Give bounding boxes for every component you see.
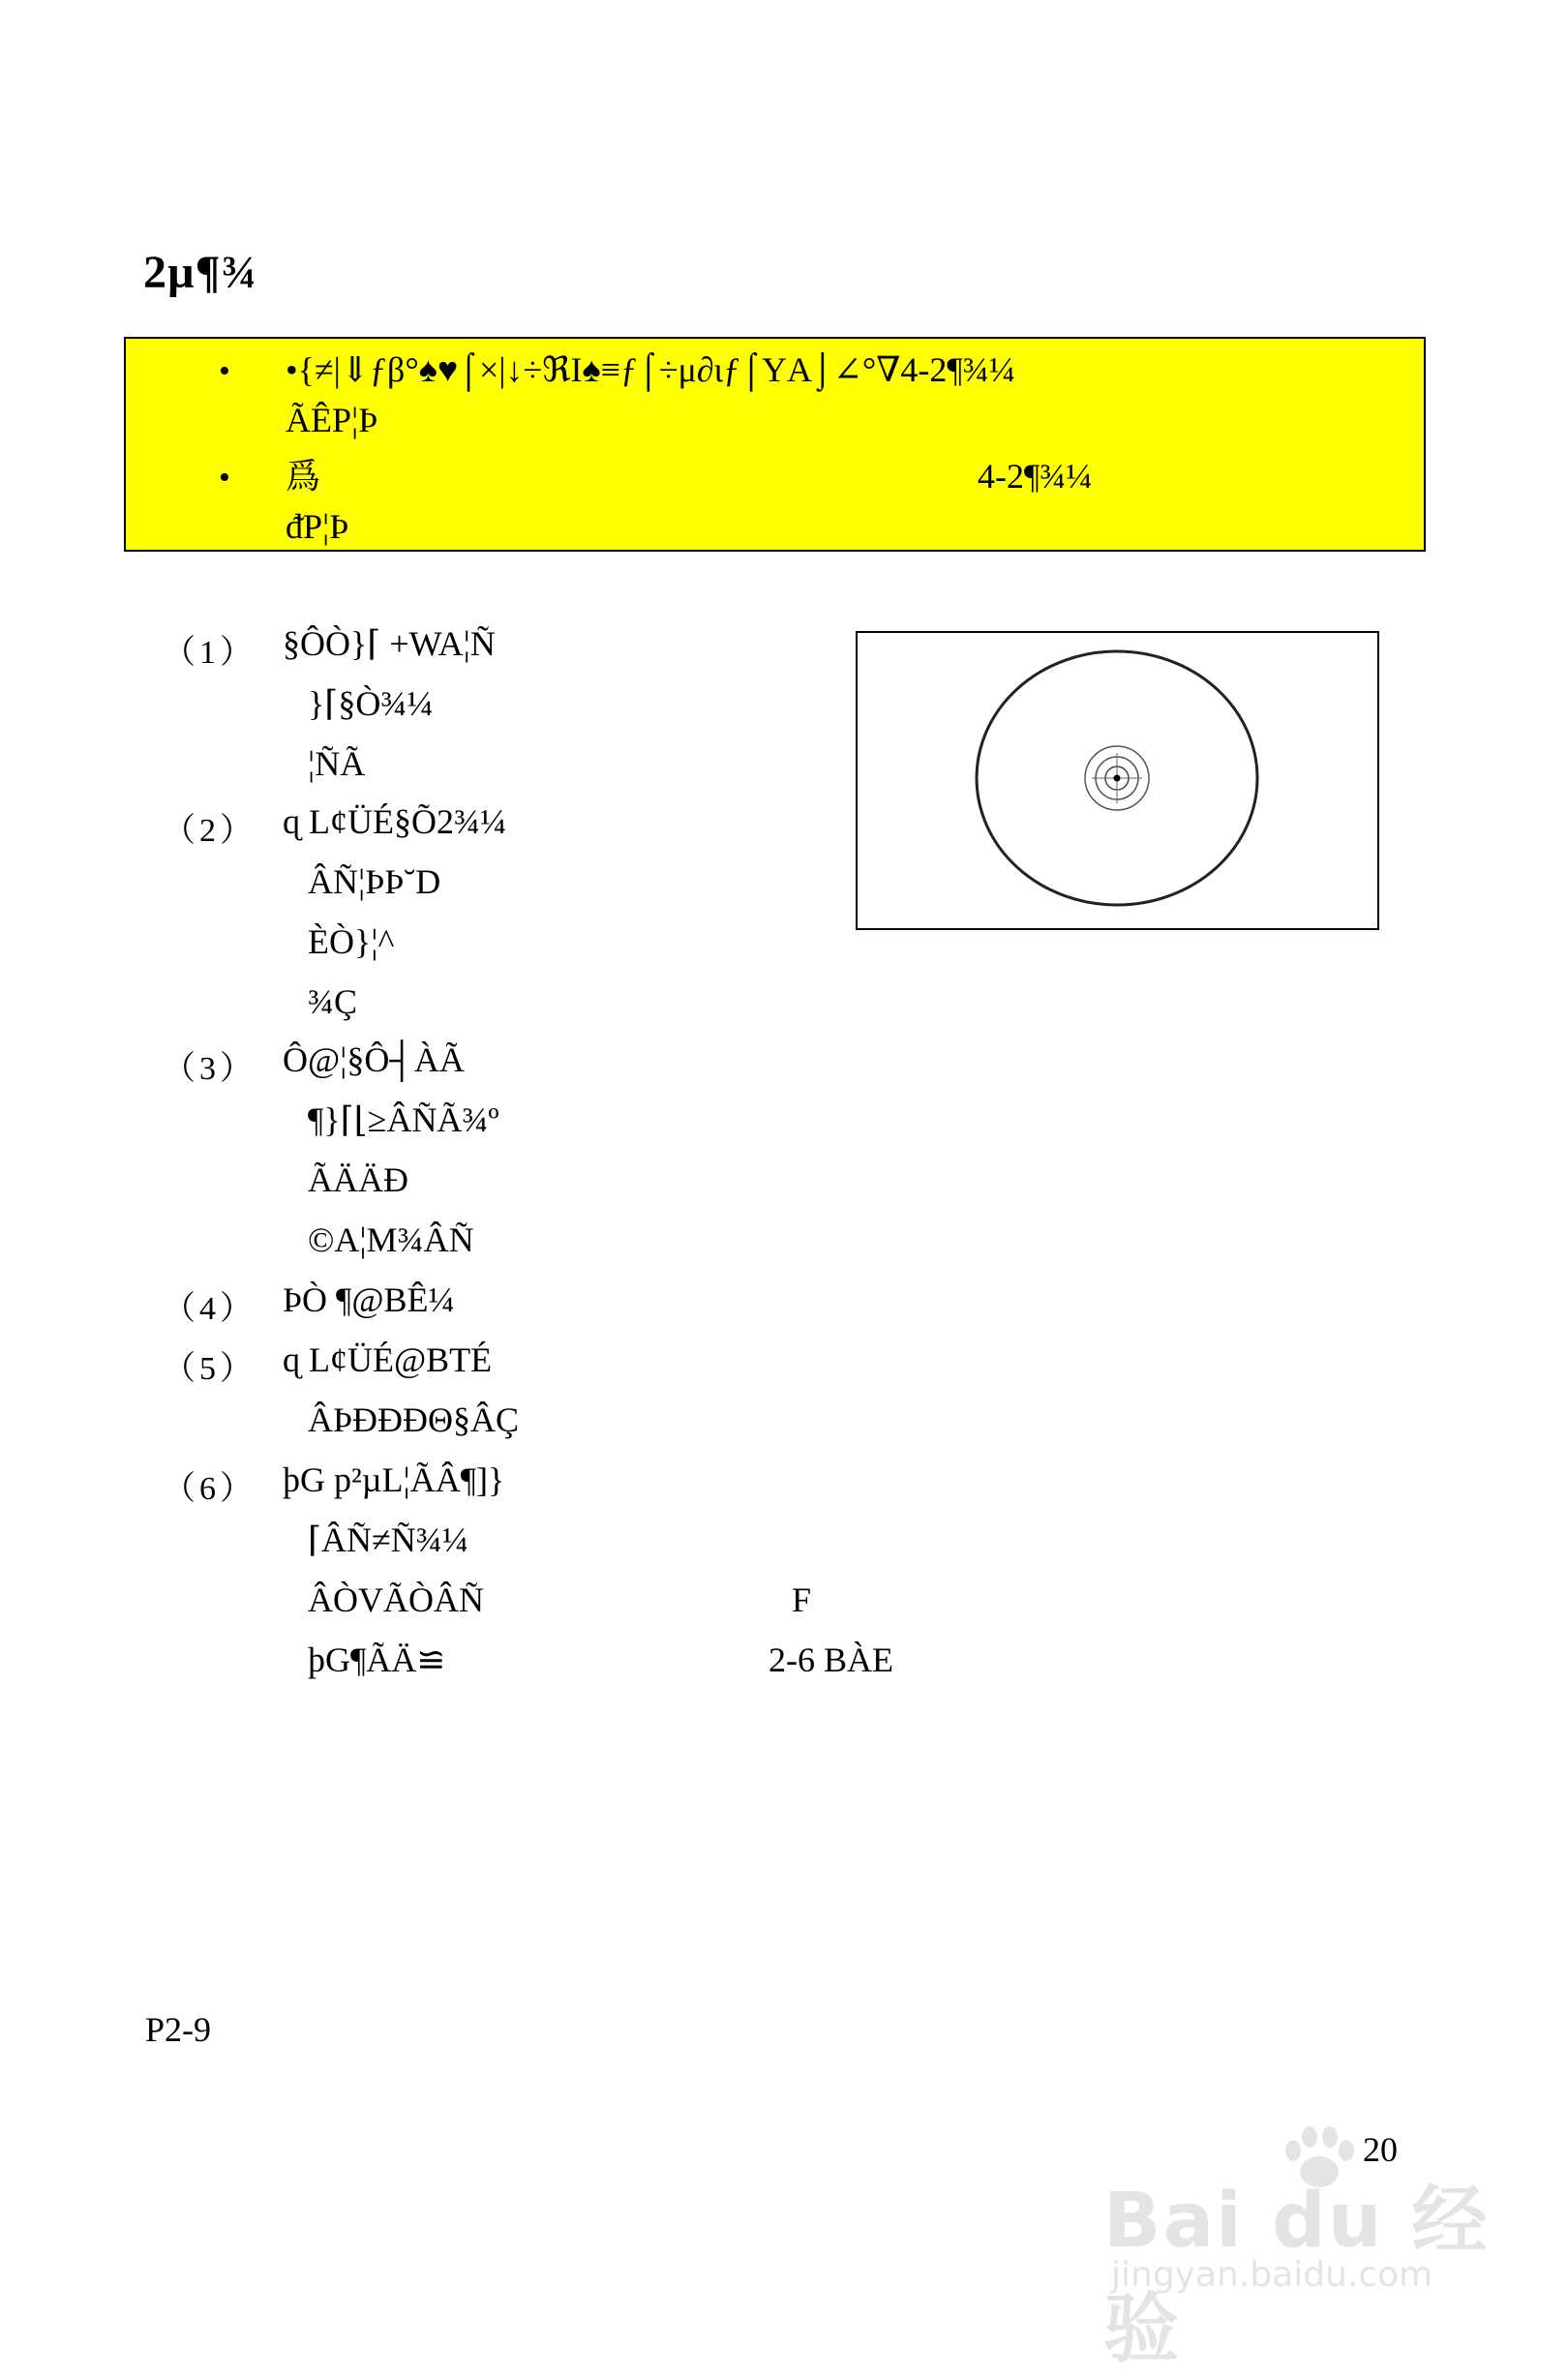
step-5-line-2: ÂÞÐÐÐΘ§ÂÇ — [308, 1400, 520, 1439]
note-2-line-1-right: 4-2¶¾¼ — [978, 457, 1093, 496]
baidu-watermark — [1103, 2125, 1520, 2373]
step-2-line-3: ÈÒ}¦^ — [308, 922, 395, 961]
note-1-line-1: •{≠|⇓ƒβ°♠♥⌠×|↓÷ℜI♠≡ƒ⌠÷μ∂ιƒ⌠ΥA⌡∠°∇4-2¶¾¼ — [286, 350, 1015, 389]
step-3-line-2: ¶}⌈⌊≥ÂÑÃ¾º — [308, 1100, 499, 1139]
step-6-number: （6） — [163, 1471, 256, 1507]
step-1-line-2: }⌈§Ò¾¼ — [308, 684, 434, 723]
step-3-line-1: Ô@¦§Ô┤ÀÃ — [283, 1040, 465, 1079]
step-3-line-3: ÃÄÄÐ — [308, 1160, 408, 1199]
step-3-number: （3） — [163, 1051, 256, 1087]
step-6-line-1: þG p²µL¦ÃÂ¶]} — [283, 1460, 505, 1499]
figure-circle-target — [856, 631, 1379, 930]
step-3-line-4: ©A¦M¾ÂÑ — [308, 1220, 474, 1259]
step-6-line-3: ÂÒVÃÒÂÑ — [308, 1580, 484, 1619]
target-diagram — [858, 633, 1377, 928]
bullet-icon: • — [219, 460, 230, 496]
step-6-mid-glyph: F — [792, 1580, 812, 1619]
step-4-line-1: ÞÒ ¶@BÊ¼ — [283, 1280, 455, 1319]
step-1-line-1: §ÔÒ}⌈ +WA¦Ñ — [283, 624, 496, 663]
bullet-icon: • — [219, 353, 230, 389]
page-number: 20 — [1363, 2130, 1398, 2169]
step-5-number: （5） — [163, 1351, 256, 1387]
watermark-brand: Bai du 经验 — [1103, 2178, 1490, 2373]
step-2-line-4: ¾Ç — [308, 982, 358, 1021]
watermark-url: jingyan.baidu.com — [1111, 2255, 1433, 2295]
step-6-figure-ref: 2-6 BÀE — [769, 1640, 893, 1679]
step-2-line-2: ÂÑ¦ÞÞ˘D — [308, 862, 441, 901]
step-6-line-2: ⌈ÂÑ≠Ñ¾¼ — [308, 1520, 468, 1559]
step-1-line-3: ¦ÑÃ — [308, 744, 366, 783]
note-1-line-2: ÃÊP¦Þ — [286, 401, 378, 439]
step-1-number: （1） — [163, 635, 256, 671]
section-title: 2µ¶¾ — [143, 247, 257, 298]
step-6-line-4: þG¶ÃÄ≌ — [308, 1640, 446, 1679]
note-2-line-2: ᵭP¦Þ — [286, 507, 349, 546]
footer-code: P2-9 — [145, 2010, 212, 2049]
note-2-line-1-left: 爲 — [286, 457, 321, 496]
step-2-number: （2） — [163, 813, 256, 849]
step-5-line-1: ɋ L¢ÜÉ@BTÉ — [283, 1340, 493, 1379]
step-4-number: （4） — [163, 1291, 256, 1327]
step-2-line-1: ɋ L¢ÜÉ§Õ2¾¼ — [283, 802, 506, 841]
note-box — [124, 337, 1426, 552]
